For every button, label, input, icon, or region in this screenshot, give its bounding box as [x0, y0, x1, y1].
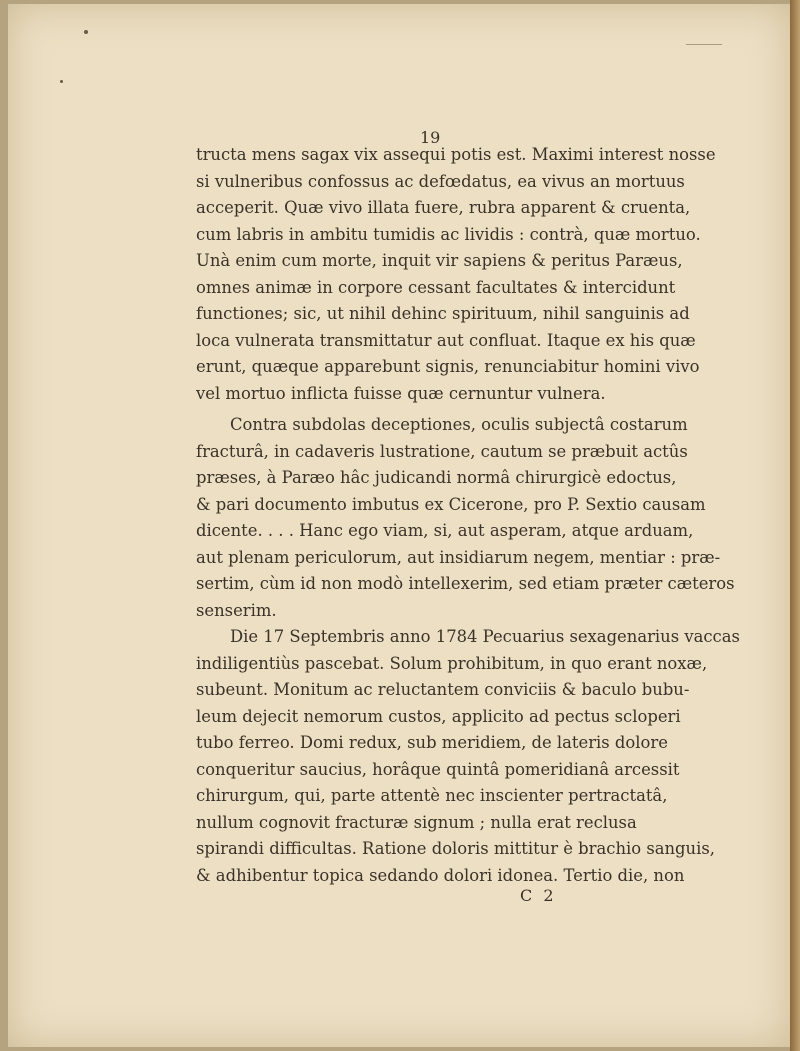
text-line: dicente. . . . Hanc ego viam, si, aut asperam, atque arduam, [196, 521, 694, 540]
text-line: conqueritur saucius, horâque quintâ pomeridianâ arcessit [196, 759, 680, 779]
text-line: vel mortuo inflicta fuisse quæ cernuntur vulnera. [196, 383, 606, 403]
page-number: 19 [420, 128, 441, 147]
paragraph-1 [196, 142, 716, 407]
text-line: indiligentiùs pascebat. Solum prohibitum, in quo erant noxæ, [196, 653, 708, 673]
text-line: & adhibentur topica sedando dolori idonea. Tertio die, non [196, 865, 685, 885]
text-line: tubo ferreo. Domi redux, sub meridiem, de lateris dolore [196, 733, 668, 752]
text-line: fracturâ, in cadaveris lustratione, cautum se præbuit actûs [196, 441, 688, 461]
text-line: si vulneribus confossus ac defœdatus, ea vivus an mortuus [196, 171, 685, 191]
text-line: & pari documento imbutus ex Cicerone, pro P. Sextio causam [196, 494, 706, 514]
text-line: præses, à Paræo hâc judicandi normâ chirurgicè edoctus, [196, 468, 677, 487]
text-line: nullum cognovit fracturæ signum ; nulla erat reclusa [196, 812, 637, 832]
text-line: spirandi difficultas. Ratione doloris mittitur è brachio sanguis, [196, 839, 715, 858]
paper-speck [60, 80, 63, 83]
text-line: leum dejecit nemorum custos, applicito ad pectus scloperi [196, 706, 681, 726]
text-line: aut plenam periculorum, aut insidiarum negem, mentiar : præ- [196, 547, 721, 567]
text-line: subeunt. Monitum ac reluctantem conviciis & baculo bubu- [196, 680, 690, 699]
text-line: cum labris in ambitu tumidis ac lividis : contrà, quæ mortuo. [196, 224, 701, 244]
signature-mark: C 2 [520, 886, 557, 905]
text-line: loca vulnerata transmittatur aut confluat. Itaque ex his quæ [196, 330, 696, 350]
paper-speck [84, 30, 88, 34]
page-edge [790, 0, 800, 1051]
paragraph-3 [196, 624, 740, 889]
text-line: acceperit. Quæ vivo illata fuere, rubra apparent & cruenta, [196, 198, 691, 217]
text-line: Die 17 Septembris anno 1784 Pecuarius sexagenarius vaccas [230, 627, 740, 646]
text-line: tructa mens sagax vix assequi potis est. Maximi interest nosse [196, 145, 716, 164]
paper-mark [686, 44, 722, 45]
text-line: omnes animæ in corpore cessant facultates & intercidunt [196, 277, 676, 297]
text-line: Unà enim cum morte, inquit vir sapiens & peritus Paræus, [196, 251, 683, 270]
paragraph-2 [196, 412, 735, 624]
text-line: Contra subdolas deceptiones, oculis subjectâ costarum [230, 415, 688, 434]
text-line: functiones; sic, ut nihil dehinc spirituum, nihil sanguinis ad [196, 304, 690, 323]
text-line: chirurgum, qui, parte attentè nec inscienter pertractatâ, [196, 786, 668, 805]
text-line: erunt, quæque apparebunt signis, renunciabitur homini vivo [196, 357, 700, 376]
text-line: senserim. [196, 600, 277, 620]
text-line: sertim, cùm id non modò intellexerim, sed etiam præter cæteros [196, 574, 735, 593]
